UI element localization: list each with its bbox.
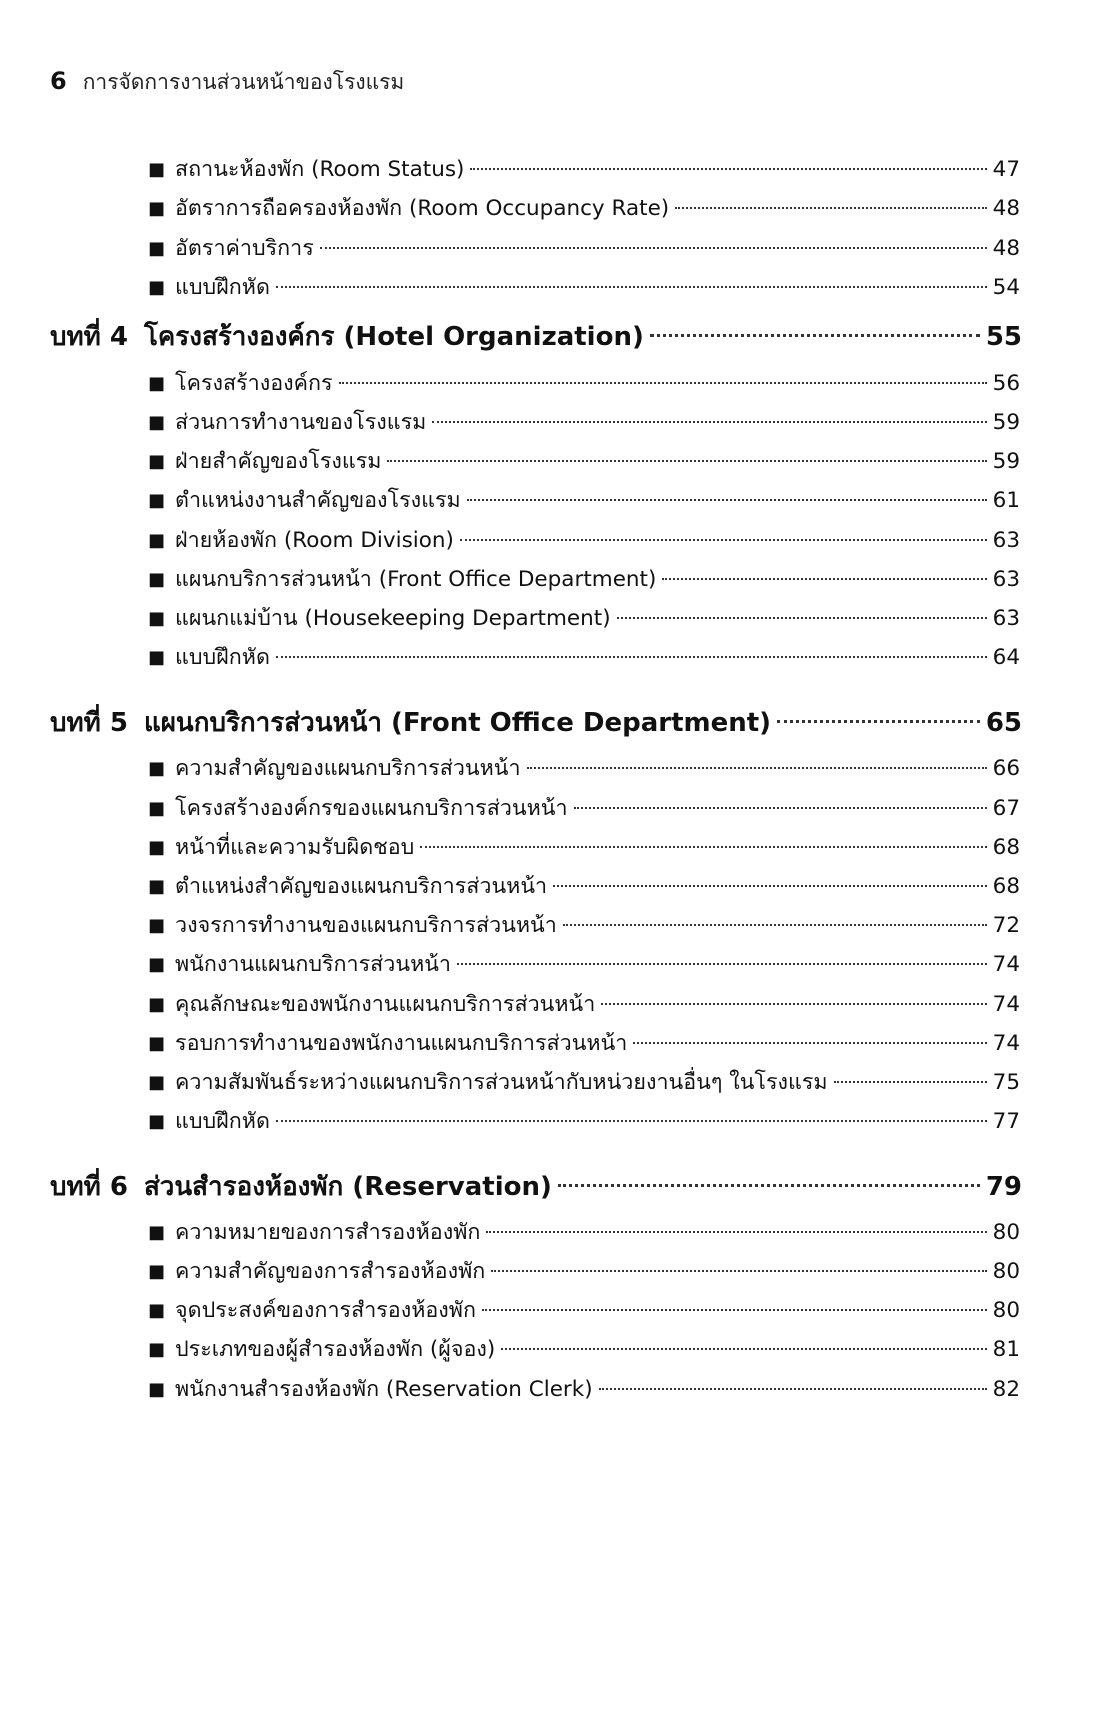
toc-page-number: 61: [992, 488, 1020, 513]
square-bullet-icon: ■: [148, 994, 166, 1015]
toc-entry: [148, 1218, 1020, 1249]
square-bullet-icon: ■: [148, 198, 166, 219]
toc-entry: [148, 194, 1020, 225]
dot-leader: [601, 1003, 986, 1005]
square-bullet-icon: ■: [148, 159, 166, 180]
toc-label: ตำแหน่งสำคัญของแผนกบริการส่วนหน้า: [175, 874, 548, 899]
toc-label: หน้าที่และความรับผิดชอบ: [175, 835, 415, 860]
toc-label: อัตราการถือครองห้องพัก (Room Occupancy Rate): [175, 196, 670, 221]
toc-label: สถานะห้องพัก (Room Status): [175, 157, 465, 182]
toc-entry: [148, 643, 1020, 674]
dot-leader: [320, 247, 987, 249]
toc-label: รอบการทำงานของพนักงานแผนกบริการส่วนหน้า: [175, 1031, 628, 1056]
toc-label: โครงสร้างองค์กร (Hotel Organization): [143, 322, 644, 352]
toc-entry: [148, 754, 1020, 785]
dot-leader: [777, 720, 980, 723]
toc-entry: [148, 950, 1020, 981]
toc-entry: [148, 1107, 1020, 1138]
toc-label: แผนกบริการส่วนหน้า (Front Office Department): [175, 567, 657, 592]
square-bullet-icon: ■: [148, 1379, 166, 1400]
dot-leader: [276, 1120, 987, 1122]
square-bullet-icon: ■: [148, 798, 166, 819]
toc-label: อัตราค่าบริการ: [175, 236, 314, 261]
dot-leader: [558, 1184, 980, 1187]
toc-page-number: 55: [985, 322, 1022, 352]
toc-page-number: 74: [992, 992, 1020, 1017]
toc-page-number: 64: [992, 645, 1020, 670]
toc-entry: [148, 447, 1020, 478]
dot-leader: [491, 1270, 986, 1272]
square-bullet-icon: ■: [148, 238, 166, 259]
toc-label: แผนกแม่บ้าน (Housekeeping Department): [175, 606, 611, 631]
square-bullet-icon: ■: [148, 1072, 166, 1093]
toc-label: พนักงานสำรองห้องพัก (Reservation Clerk): [175, 1377, 593, 1402]
toc-page-number: 65: [985, 708, 1022, 738]
toc-label: แบบฝึกหัด: [175, 275, 270, 300]
toc-page-number: 74: [992, 1031, 1020, 1056]
dot-leader: [339, 382, 987, 384]
dot-leader: [599, 1388, 987, 1390]
toc-page-number: 72: [992, 913, 1020, 938]
toc-entry: [148, 234, 1020, 265]
square-bullet-icon: ■: [148, 412, 166, 433]
square-bullet-icon: ■: [148, 451, 166, 472]
chapter-number: บทที่ 6: [50, 1172, 128, 1202]
toc-page-number: 59: [992, 449, 1020, 474]
square-bullet-icon: ■: [148, 1261, 166, 1282]
dot-leader: [675, 207, 986, 209]
toc-label: โครงสร้างองค์กร: [175, 371, 333, 396]
toc-entry: [148, 872, 1020, 903]
toc-entry: [148, 1296, 1020, 1327]
toc-page-number: 80: [992, 1220, 1020, 1245]
toc-entry: [148, 990, 1020, 1021]
square-bullet-icon: ■: [148, 277, 166, 298]
square-bullet-icon: ■: [148, 954, 166, 975]
toc-entry: [148, 794, 1020, 825]
toc-chapter-heading: [50, 1169, 1022, 1205]
toc-label: ความสัมพันธ์ระหว่างแผนกบริการส่วนหน้ากับหน่วยงานอื่นๆ ในโรงแรม: [175, 1070, 828, 1095]
square-bullet-icon: ■: [148, 1339, 166, 1360]
dot-leader: [467, 499, 987, 501]
chapter-number: บทที่ 5: [50, 708, 128, 738]
toc-entry: [148, 408, 1020, 439]
toc-entry: [148, 1335, 1020, 1366]
toc-entry: [148, 565, 1020, 596]
toc-page-number: 75: [992, 1070, 1020, 1095]
toc-page-number: 63: [992, 567, 1020, 592]
page-number: 6: [50, 67, 67, 95]
toc-page-number: 47: [992, 157, 1020, 182]
toc-entry: [148, 1068, 1020, 1099]
toc-entry: [148, 369, 1020, 400]
toc-label: แบบฝึกหัด: [175, 1109, 270, 1134]
square-bullet-icon: ■: [148, 1033, 166, 1054]
toc-label: แผนกบริการส่วนหน้า (Front Office Department): [143, 708, 772, 738]
toc-page-number: 59: [992, 410, 1020, 435]
toc-page-number: 80: [992, 1259, 1020, 1284]
dot-leader: [574, 807, 987, 809]
toc-label: ตำแหน่งงานสำคัญของโรงแรม: [175, 488, 461, 513]
toc-entry: [148, 486, 1020, 517]
toc-entry: [148, 911, 1020, 942]
toc-page-number: 82: [992, 1377, 1020, 1402]
toc-entry: [148, 526, 1020, 557]
toc-page-number: 54: [992, 275, 1020, 300]
dot-leader: [387, 460, 986, 462]
square-bullet-icon: ■: [148, 1111, 166, 1132]
toc-page-number: 63: [992, 528, 1020, 553]
running-head: [50, 66, 404, 96]
toc-page-number: 66: [992, 756, 1020, 781]
toc-page-number: 68: [992, 835, 1020, 860]
toc-page-number: 48: [992, 236, 1020, 261]
dot-leader: [432, 421, 986, 423]
square-bullet-icon: ■: [148, 373, 166, 394]
toc-page-number: 67: [992, 796, 1020, 821]
toc-entry: [148, 1029, 1020, 1060]
toc-label: ส่วนสำรองห้องพัก (Reservation): [143, 1172, 552, 1202]
toc-page-number: 74: [992, 952, 1020, 977]
square-bullet-icon: ■: [148, 1222, 166, 1243]
toc-page-number: 77: [992, 1109, 1020, 1134]
dot-leader: [553, 885, 987, 887]
dot-leader: [486, 1231, 986, 1233]
dot-leader: [527, 767, 987, 769]
toc-entry: [148, 1257, 1020, 1288]
toc-page-number: 56: [992, 371, 1020, 396]
toc-label: วงจรการทำงานของแผนกบริการส่วนหน้า: [175, 913, 557, 938]
chapter-number: บทที่ 4: [50, 322, 128, 352]
square-bullet-icon: ■: [148, 490, 166, 511]
square-bullet-icon: ■: [148, 1300, 166, 1321]
toc-label: คุณลักษณะของพนักงานแผนกบริการส่วนหน้า: [175, 992, 596, 1017]
toc-label: ฝ่ายสำคัญของโรงแรม: [175, 449, 382, 474]
toc-entry: [148, 273, 1020, 304]
dot-leader: [457, 963, 987, 965]
toc-entry: [148, 833, 1020, 864]
dot-leader: [633, 1042, 986, 1044]
dot-leader: [617, 617, 987, 619]
toc-label: โครงสร้างองค์กรของแผนกบริการส่วนหน้า: [175, 796, 568, 821]
toc-page-number: 81: [992, 1337, 1020, 1362]
toc-label: จุดประสงค์ของการสำรองห้องพัก: [175, 1298, 476, 1323]
dot-leader: [460, 539, 987, 541]
toc-entry: [148, 1375, 1020, 1406]
square-bullet-icon: ■: [148, 569, 166, 590]
book-title: การจัดการงานส่วนหน้าของโรงแรม: [82, 70, 405, 94]
toc-page-number: 48: [992, 196, 1020, 221]
toc-chapter-heading: [50, 705, 1022, 741]
dot-leader: [482, 1309, 987, 1311]
toc-chapter-heading: [50, 319, 1022, 355]
dot-leader: [420, 846, 986, 848]
toc-label: ความหมายของการสำรองห้องพัก: [175, 1220, 481, 1245]
toc-page-number: 80: [992, 1298, 1020, 1323]
dot-leader: [563, 924, 987, 926]
toc-label: ความสำคัญของการสำรองห้องพัก: [175, 1259, 486, 1284]
square-bullet-icon: ■: [148, 876, 166, 897]
toc-label: ประเภทของผู้สำรองห้องพัก (ผู้จอง): [175, 1337, 496, 1362]
toc-page-number: 79: [985, 1172, 1022, 1202]
square-bullet-icon: ■: [148, 837, 166, 858]
square-bullet-icon: ■: [148, 915, 166, 936]
toc-label: พนักงานแผนกบริการส่วนหน้า: [175, 952, 452, 977]
square-bullet-icon: ■: [148, 530, 166, 551]
toc-entry: [148, 155, 1020, 186]
toc-entry: [148, 604, 1020, 635]
dot-leader: [662, 578, 986, 580]
toc-page-number: 68: [992, 874, 1020, 899]
dot-leader: [470, 168, 986, 170]
square-bullet-icon: ■: [148, 758, 166, 779]
dot-leader: [276, 286, 987, 288]
toc-label: ความสำคัญของแผนกบริการส่วนหน้า: [175, 756, 521, 781]
toc-page-number: 63: [992, 606, 1020, 631]
toc-label: แบบฝึกหัด: [175, 645, 270, 670]
toc-label: ฝ่ายห้องพัก (Room Division): [175, 528, 454, 553]
square-bullet-icon: ■: [148, 647, 166, 668]
dot-leader: [834, 1081, 987, 1083]
toc-label: ส่วนการทำงานของโรงแรม: [175, 410, 427, 435]
dot-leader: [276, 656, 987, 658]
dot-leader: [501, 1348, 986, 1350]
square-bullet-icon: ■: [148, 608, 166, 629]
dot-leader: [650, 334, 980, 337]
